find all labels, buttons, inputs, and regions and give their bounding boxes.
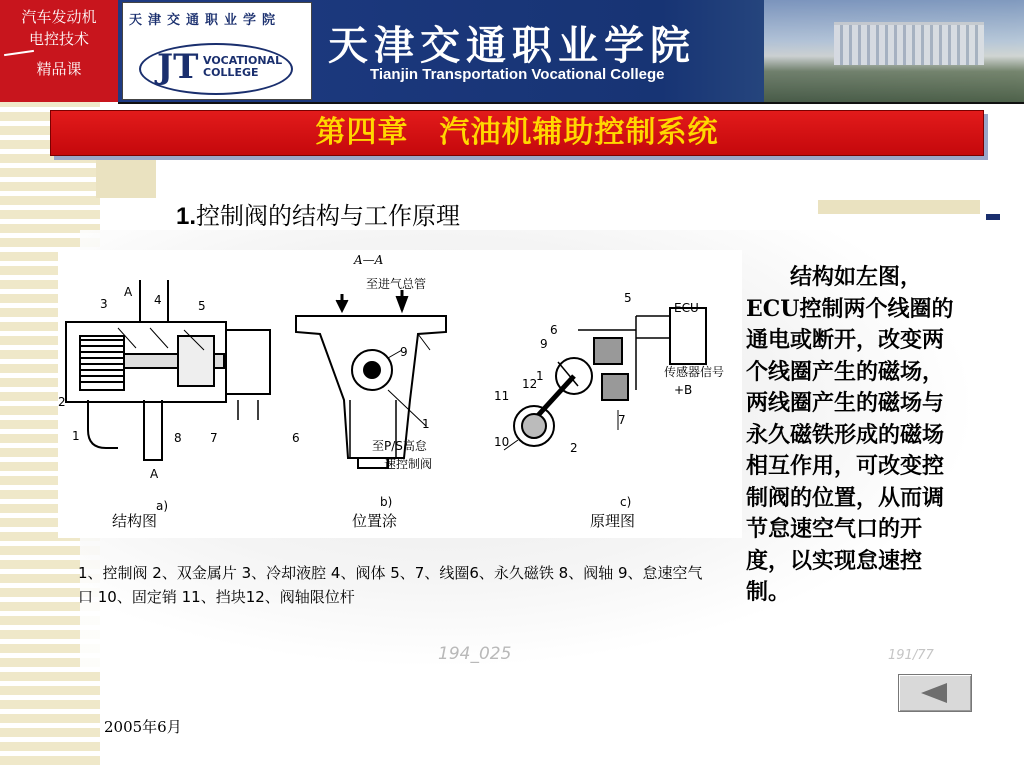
school-name-cn: 天津交通职业学院 [328, 23, 696, 69]
parts-legend: 1、控制阀 2、双金属片 3、冷却液腔 4、阀体 5、7、线圈6、永久磁铁 8、阀轴 9、怠速空气口 10、固定销 11、挡块12、阀轴限位杆 [78, 564, 703, 606]
svg-text:8: 8 [174, 431, 182, 445]
building-image [834, 22, 984, 65]
watermark-code-1: 194_025 [438, 644, 512, 664]
svg-text:6: 6 [550, 323, 558, 337]
chapter-title-bar [50, 110, 984, 156]
decor-dash [986, 214, 1000, 220]
badge-swoosh [4, 50, 34, 56]
course-badge [0, 0, 118, 102]
svg-text:2: 2 [570, 441, 578, 455]
sensor-signal-label: 传感器信号 [664, 365, 725, 379]
section-number: 1. [176, 203, 197, 230]
svg-text:1: 1 [536, 369, 544, 383]
to-intake-label: 至进气总管 [366, 277, 427, 291]
svg-text:11: 11 [494, 389, 510, 403]
section-aa-label: A—A [354, 253, 384, 267]
campus-photo [764, 0, 1024, 102]
svg-text:7: 7 [618, 413, 626, 427]
to-ps-label-2: 速控制阀 [384, 457, 433, 471]
svg-text:5: 5 [198, 299, 206, 313]
badge-line-3: 精品课 [36, 60, 82, 78]
control-valve-diagram [58, 250, 742, 538]
description-text: 结构如左图，ECU控制两个线圈的通电或断开，改变两个线圈产生的磁场，两线圈产生的磁场与永久磁铁形成的磁场相互作用，可改变控制阀的位置，从而调节怠速空气口的开度，以实现怠速控制。 [746, 264, 954, 605]
svg-text:A: A [150, 467, 159, 481]
back-arrow-icon [921, 683, 947, 703]
logo-top-text: 天津交通职业学院 [129, 13, 282, 28]
ecu-label: ECU [674, 301, 699, 315]
svg-text:12: 12 [522, 377, 538, 391]
diagram-drawing [58, 250, 742, 538]
subfig-b-label: b) [380, 495, 393, 509]
logo-jt-text: JT [157, 47, 199, 87]
svg-text:A: A [124, 285, 133, 299]
svg-text:4: 4 [154, 293, 162, 307]
caption-principle: 原理图 [590, 512, 636, 530]
svg-text:1: 1 [422, 417, 430, 431]
caption-position: 位置涂 [352, 512, 398, 530]
svg-text:2: 2 [58, 395, 66, 409]
svg-text:9: 9 [400, 345, 408, 359]
badge-line-2: 电控技术 [28, 30, 89, 48]
to-ps-label-1: 至P/S高怠 [372, 439, 427, 453]
chapter-title: 第四章 汽油机辅助控制系统 [315, 115, 719, 150]
plus-b-label: +B [674, 383, 693, 397]
svg-text:6: 6 [292, 431, 300, 445]
decor-bar [818, 200, 980, 214]
svg-text:1: 1 [72, 429, 80, 443]
subfig-c-label: c) [620, 495, 632, 509]
logo-voc-line2: COLLEGE [203, 66, 259, 79]
watermark-code-2: 191/77 [888, 648, 934, 663]
date-label: 2005年6月 [104, 718, 182, 736]
logo-voc-text [203, 55, 282, 79]
subfig-a-label: a) [156, 499, 169, 513]
badge-line-1: 汽车发动机 [21, 8, 97, 26]
section-heading [176, 196, 460, 231]
college-logo [122, 2, 312, 100]
svg-text:5: 5 [624, 291, 632, 305]
svg-text:3: 3 [100, 297, 108, 311]
logo-voc-line1: VOCATIONAL [203, 54, 283, 67]
school-name-en: Tianjin Transportation Vocational College [370, 66, 665, 83]
svg-text:10: 10 [494, 435, 510, 449]
caption-structure: 结构图 [112, 512, 158, 530]
header-banner [118, 0, 1024, 104]
decor-block [96, 160, 156, 198]
svg-text:7: 7 [210, 431, 218, 445]
section-heading-text: 控制阀的结构与工作原理 [196, 202, 461, 230]
svg-text:9: 9 [540, 337, 548, 351]
back-button[interactable] [898, 674, 972, 712]
